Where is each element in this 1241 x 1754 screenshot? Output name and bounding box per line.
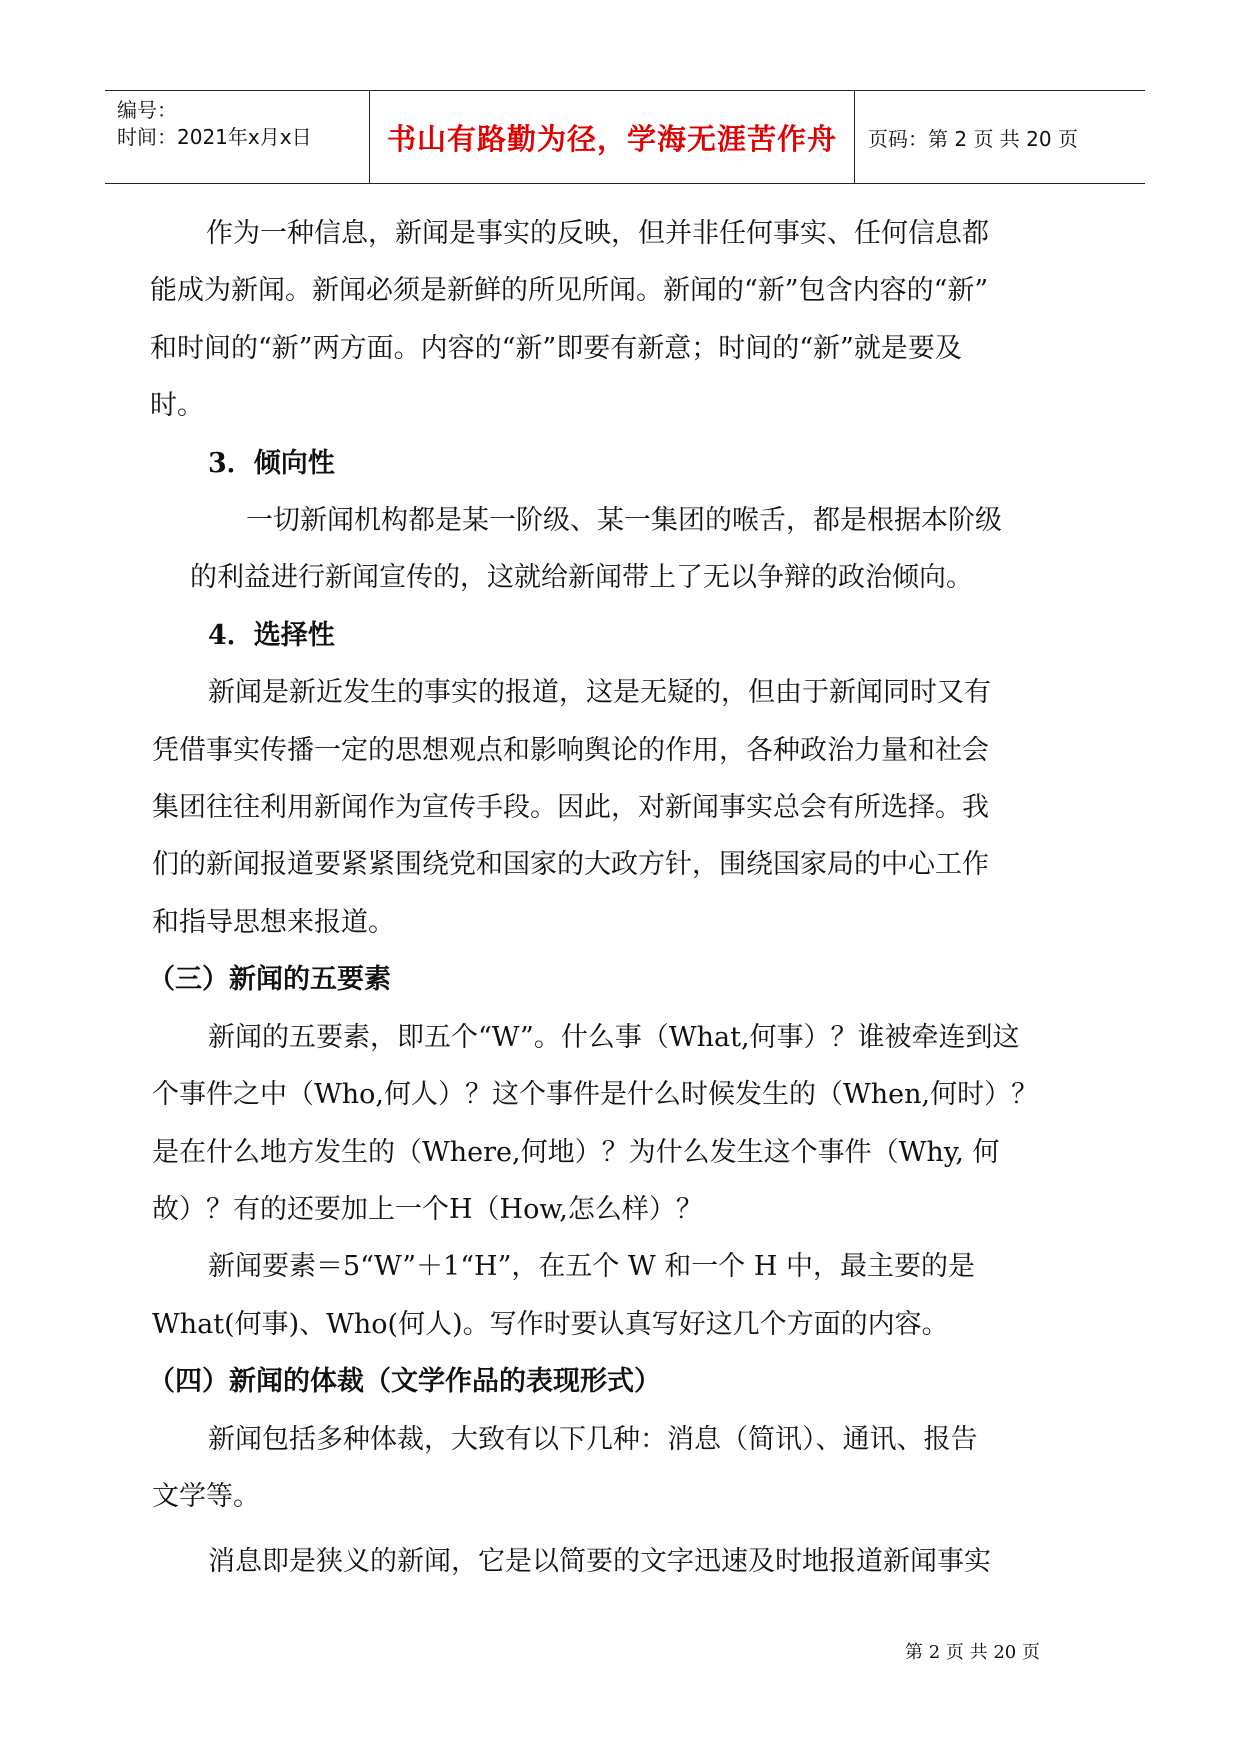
text-line: 故）？有的还要加上一个H（How,怎么样）？	[152, 1193, 703, 1225]
text-line: 新闻要素＝5“W”＋1“H”，在五个 W 和一个 H 中，最主要的是	[208, 1251, 975, 1283]
paragraph-message	[152, 1533, 1062, 1590]
text-line: 集团往往利用新闻作为宣传手段。因此，对新闻事实总会有所选择。我	[152, 792, 989, 824]
text-line: 作为一种信息，新闻是事实的反映，但并非任何事实、任何信息都	[206, 218, 989, 249]
paragraph-selectivity	[152, 664, 1062, 951]
header-table	[105, 90, 1145, 184]
page-code: 页码：第 2 页 共 20 页	[868, 126, 1078, 151]
header-info-cell	[105, 91, 370, 183]
paragraph-news-definition	[150, 205, 1062, 435]
text-line: 和时间的“新”两方面。内容的“新”即要有新意；时间的“新”就是要及	[150, 332, 962, 364]
text-line: 是在什么地方发生的（Where,何地）？为什么发生这个事件（Why, 何	[152, 1136, 1000, 1168]
text-line: 新闻包括多种体裁，大致有以下几种：消息（简讯）、通讯、报告	[208, 1423, 978, 1455]
text-line: 和指导思想来报道。	[152, 906, 395, 938]
text-line: 凭借事实传播一定的思想观点和影响舆论的作用，各种政治力量和社会	[152, 734, 989, 766]
page-code-cell	[855, 91, 1145, 183]
motto-cell	[370, 91, 855, 183]
text-line: 的利益进行新闻宣传的，这就给新闻带上了无以争辩的政治倾向。	[190, 562, 973, 594]
paragraph-genres	[152, 1411, 1062, 1526]
text-line: 新闻的五要素，即五个“W”。什么事（What,何事）？谁被牵连到这	[208, 1021, 1020, 1053]
text-line: 能成为新闻。新闻必须是新鲜的所见所闻。新闻的“新”包含内容的“新”	[150, 275, 989, 307]
document-body	[148, 205, 1062, 1591]
text-line: 个事件之中（Who,何人）？这个事件是什么时候发生的（When,何时）？	[152, 1079, 1039, 1111]
text-line: 一切新闻机构都是某一阶级、某一集团的喉舌，都是根据本阶级	[246, 505, 1002, 537]
text-line: What(何事)、Who(何人)。写作时要认真写好这几个方面的内容。	[152, 1308, 949, 1340]
paragraph-elements-formula	[152, 1238, 1062, 1353]
text-line: 文学等。	[152, 1480, 260, 1512]
time-label: 时间：2021年x月x日	[117, 125, 312, 149]
heading-selectivity: 4．选择性	[208, 619, 335, 651]
number-label: 编号：	[117, 98, 177, 122]
section-heading-five-elements: （三）新闻的五要素	[148, 964, 391, 996]
paragraph-tendency	[152, 492, 1062, 607]
page-footer: 第 2 页 共 20 页	[905, 1642, 1040, 1663]
heading-tendency: 3．倾向性	[208, 447, 335, 479]
text-line: 时。	[150, 390, 204, 422]
section-heading-genres: （四）新闻的体裁（文学作品的表现形式）	[148, 1366, 661, 1398]
text-line: 们的新闻报道要紧紧围绕党和国家的大政方针，围绕国家局的中心工作	[152, 849, 989, 881]
paragraph-five-w	[152, 1009, 1062, 1239]
text-line: 消息即是狭义的新闻，它是以简要的文字迅速及时地报道新闻事实	[208, 1546, 991, 1578]
motto: 书山有路勤为径，学海无涯苦作舟	[386, 121, 837, 156]
text-line: 新闻是新近发生的事实的报道，这是无疑的，但由于新闻同时又有	[208, 677, 991, 709]
